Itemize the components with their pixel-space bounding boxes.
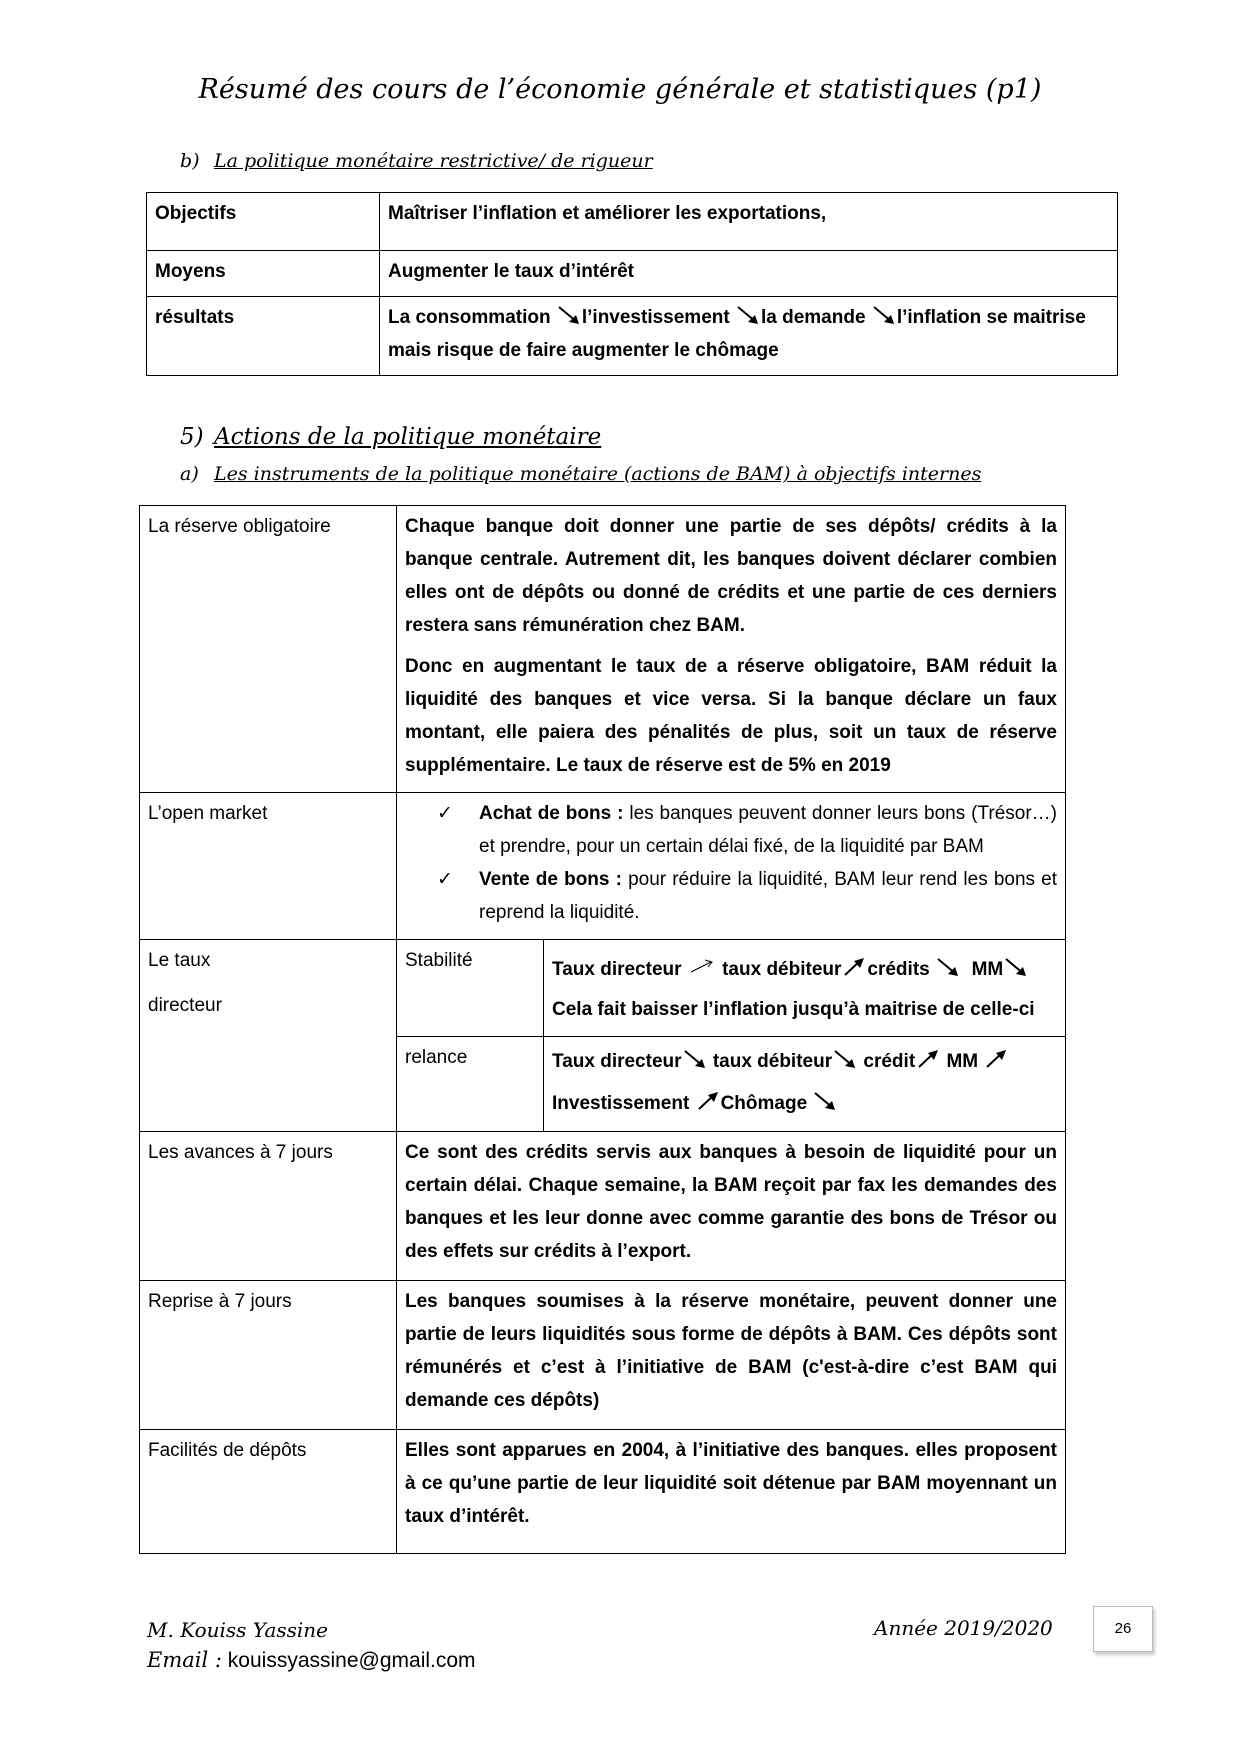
stabilite-taux-debiteur: taux débiteur <box>722 959 842 980</box>
reserve-paragraph-2: Donc en augmentant le taux de a réserve obligatoire, BAM réduit la liquidité des banques et vice versa. Si la banque déclare un faux montant, elle paiera des pénalités de plus, soit un taux de réserve supplémentaire. Le taux de réserve est de 5% en 2019 <box>405 656 1057 776</box>
instruments-table <box>139 505 1066 1554</box>
row-text-moyens: Augmenter le taux d’intérêt <box>380 251 1118 297</box>
instrument-label-reserve: La réserve obligatoire <box>140 506 397 793</box>
arrow-down-icon <box>935 956 961 978</box>
footer-email <box>147 1648 476 1673</box>
resultats-consommation: La consommation <box>388 307 551 328</box>
table-row <box>147 193 1118 251</box>
arrow-down-icon <box>556 304 582 326</box>
relance-chomage: Chômage <box>720 1093 808 1114</box>
instrument-text-avances: Ce sont des crédits servis aux banques à besoin de liquidité pour un certain délai. Chaque semaine, la BAM reçoit par fax les demandes des banques et les leur donne avec comme garantie des bons de Trésor ou des effets sur crédits à l’export. <box>397 1132 1066 1281</box>
row-label-moyens: Moyens <box>147 251 380 297</box>
arrow-down-icon <box>871 304 897 326</box>
section-5-heading <box>180 424 601 450</box>
footer-year: Année 2019/2020 <box>874 1616 1053 1640</box>
instrument-label-reprise: Reprise à 7 jours <box>140 1281 397 1430</box>
stabilite-line-1 <box>552 950 1057 990</box>
page-title: Résumé des cours de l’économie générale et statistiques (p1) <box>198 74 1042 105</box>
arrow-up-icon <box>841 956 867 978</box>
instrument-label-open-market: L’open market <box>140 793 397 940</box>
footer-email-address[interactable]: kouissyassine@gmail.com <box>227 1649 476 1672</box>
resultats-investissement: l’investissement <box>581 307 730 328</box>
table-row <box>147 297 1118 376</box>
instrument-text-reserve <box>397 506 1066 793</box>
stabilite-credits: crédits <box>867 959 930 980</box>
section-5-title: Actions de la politique monétaire <box>214 424 602 450</box>
relance-line-1 <box>552 1041 1057 1083</box>
table-row <box>140 940 1066 1037</box>
achat-label: Achat de bons : <box>479 803 624 824</box>
table-row <box>140 1132 1066 1281</box>
relance-mm: MM <box>946 1051 979 1072</box>
instrument-text-open-market <box>397 793 1066 940</box>
section-5-number: 5) <box>180 424 204 450</box>
table-row <box>140 506 1066 793</box>
instrument-text-reprise: Les banques soumises à la réserve monétaire, peuvent donner une partie de leurs liquidités sous forme de dépôts à BAM. Ces dépôts sont rémunérés et c’est à l’initiative de BAM (c'est-à-dire c’est BAM qui demande ces dépôts) <box>397 1281 1066 1430</box>
row-text-objectifs: Maîtriser l’inflation et améliorer les exportations, <box>380 193 1118 251</box>
table-row <box>140 793 1066 940</box>
footer-email-label: Email : <box>147 1648 222 1672</box>
relance-line-2 <box>552 1083 1057 1125</box>
section-5a-heading <box>180 463 981 485</box>
arrow-down-icon <box>682 1048 708 1070</box>
taux-directeur-label-line1: Le taux <box>148 950 211 971</box>
table-row <box>147 251 1118 297</box>
instrument-label-taux-directeur <box>140 940 397 1132</box>
list-item <box>437 863 1057 929</box>
relance-label: relance <box>397 1037 544 1132</box>
open-market-list <box>405 797 1057 929</box>
instrument-label-avances: Les avances à 7 jours <box>140 1132 397 1281</box>
section-5a-title: Les instruments de la politique monétaire (actions de BAM) à objectifs internes <box>214 463 982 485</box>
arrow-up-icon <box>695 1090 721 1112</box>
row-label-resultats: résultats <box>147 297 380 376</box>
reserve-paragraph-1: Chaque banque doit donner une partie de ses dépôts/ crédits à la banque centrale. Autrement dit, les banques doivent déclarer combien elles ont de dépôts ou donné de crédits et une partie de ces derniers restera sans rémunération chez BAM. <box>405 516 1057 636</box>
restrictive-policy-table <box>146 192 1118 376</box>
arrow-down-icon <box>735 304 761 326</box>
footer-author: M. Kouiss Yassine <box>147 1618 329 1642</box>
relance-credit: crédit <box>863 1051 916 1072</box>
page-number: 26 <box>1093 1606 1153 1652</box>
row-label-objectifs: Objectifs <box>147 193 380 251</box>
vente-label: Vente de bons : <box>479 869 622 890</box>
stabilite-content <box>544 940 1066 1037</box>
section-b-number: b) <box>180 150 200 172</box>
stabilite-line-2: Cela fait baisser l’inflation jusqu’à maitrise de celle-ci <box>552 999 1035 1020</box>
section-b-title: La politique monétaire restrictive/ de rigueur <box>214 150 653 172</box>
instrument-text-facilites: Elles sont apparues en 2004, à l’initiative des banques. elles proposent à ce qu’une partie de leur liquidité soit détenue par BAM moyennant un taux d’intérêt. <box>397 1430 1066 1554</box>
resultats-demande: la demande <box>760 307 866 328</box>
instrument-label-facilites: Facilités de dépôts <box>140 1430 397 1554</box>
arrow-up-icon <box>915 1048 941 1070</box>
stabilite-label: Stabilité <box>397 940 544 1037</box>
row-text-resultats <box>380 297 1118 376</box>
relance-taux-debiteur: taux débiteur <box>712 1051 833 1072</box>
achat-text: les banques peuvent donner leurs bons (Trésor…) et prendre, pour un certain délai fixé, de la liquidité par BAM <box>479 803 1058 857</box>
list-item <box>437 797 1057 863</box>
table-row <box>140 1430 1066 1554</box>
taux-directeur-label-line2: directeur <box>148 995 222 1016</box>
section-5a-number: a) <box>180 463 199 485</box>
arrow-up-icon <box>983 1048 1009 1070</box>
table-row <box>140 1281 1066 1430</box>
stabilite-taux-directeur: Taux directeur <box>552 959 682 980</box>
stabilite-mm: MM <box>971 959 1004 980</box>
relance-taux-directeur: Taux directeur <box>552 1051 682 1072</box>
vente-text: pour réduire la liquidité, BAM leur rend les bons et reprend la liquidité. <box>479 869 1057 923</box>
arrow-down-icon <box>812 1090 838 1112</box>
arrow-down-icon <box>1003 956 1029 978</box>
relance-investissement: Investissement <box>552 1093 690 1114</box>
arrow-up-thin-icon <box>687 956 717 978</box>
resultats-inflation: l’inflation se maitrise mais risque de faire augmenter le chômage <box>388 307 1086 361</box>
section-b-heading <box>180 150 653 172</box>
arrow-down-icon <box>832 1048 858 1070</box>
relance-content <box>544 1037 1066 1132</box>
